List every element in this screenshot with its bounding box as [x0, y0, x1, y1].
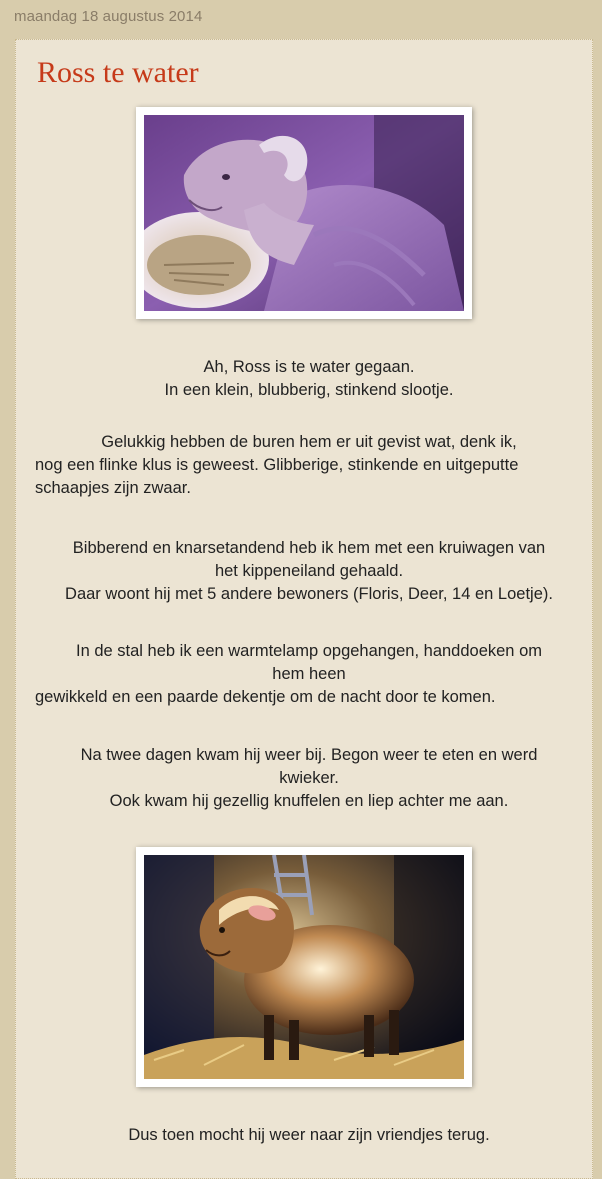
- paragraph-2: [35, 431, 583, 500]
- post-title[interactable]: Ross te water: [37, 56, 199, 89]
- text-line: In de stal heb ik een warmtelamp opgehangen, handdoeken om: [76, 642, 542, 660]
- sheep-in-towel-photo: [144, 115, 464, 311]
- text-line: Bibberend en knarsetandend heb ik hem met een kruiwagen van: [72, 539, 546, 557]
- paragraph-1: [35, 356, 583, 402]
- text-line: In een klein, blubberig, stinkend slootje.: [164, 381, 454, 399]
- text-line: het kippeneiland gehaald.: [214, 562, 404, 580]
- photo-sheep-in-stable[interactable]: [136, 847, 472, 1087]
- paragraph-5: [35, 744, 583, 813]
- sheep-in-stable-photo: [144, 855, 464, 1079]
- text-line: Ah, Ross is te water gegaan.: [203, 358, 415, 376]
- paragraph-4: [35, 640, 583, 709]
- text-line: Dus toen mocht hij weer naar zijn vriendjes terug.: [128, 1126, 490, 1144]
- text-line: kwieker.: [279, 769, 339, 787]
- paragraph-6: [35, 1124, 583, 1147]
- date-header: maandag 18 augustus 2014: [14, 8, 203, 25]
- text-line: Gelukkig hebben de buren hem er uit gevist wat, denk ik,: [101, 433, 517, 451]
- text-line: schaapjes zijn zwaar.: [35, 479, 191, 497]
- blog-post: [15, 39, 593, 1179]
- text-line: hem heen: [272, 665, 346, 683]
- text-line: gewikkeld en een paarde dekentje om de nacht door te komen.: [35, 688, 496, 706]
- text-line: Ook kwam hij gezellig knuffelen en liep achter me aan.: [109, 792, 509, 810]
- text-line: Daar woont hij met 5 andere bewoners (Floris, Deer, 14 en Loetje).: [65, 585, 553, 603]
- text-line: Na twee dagen kwam hij weer bij. Begon weer te eten en werd: [80, 746, 538, 764]
- text-line: nog een flinke klus is geweest. Glibberige, stinkende en uitgeputte: [35, 456, 519, 474]
- paragraph-3: [35, 537, 583, 606]
- photo-sheep-in-towel[interactable]: [136, 107, 472, 319]
